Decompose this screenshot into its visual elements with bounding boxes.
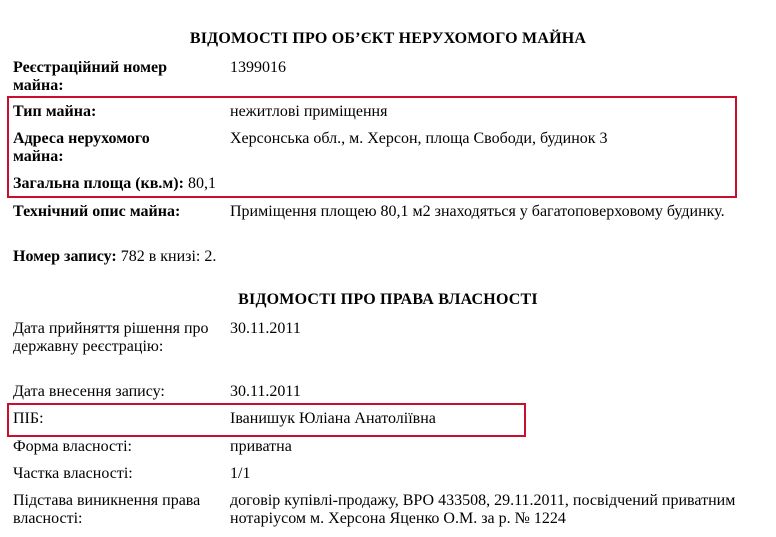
name-value: Іванишук Юліана Анатоліївна [230,410,436,427]
entry-date-value: 30.11.2011 [230,383,301,400]
property-type-value: нежитлові приміщення [230,103,388,120]
name-label: ПІБ: [13,410,44,427]
ownership-form-label: Форма власності: [13,438,132,455]
address-value: Херсонська обл., м. Херсон, площа Свободи, будинок 3 [230,130,608,147]
share-label: Частка власності: [13,465,133,482]
share-value: 1/1 [230,465,251,482]
area-label: Загальна площа (кв.м): [13,175,184,192]
entry-date-label: Дата внесення запису: [13,383,165,400]
reg-number-label: Реєстраційний номер майна: [13,59,167,94]
record-label: Номер запису: [13,248,117,265]
decision-date-value: 30.11.2011 [230,320,301,337]
tech-desc-value: Приміщення площею 80,1 м2 знаходяться у багатоповерховому будинку. [230,203,725,220]
address-label: Адреса нерухомого майна: [13,130,150,165]
reg-number-value: 1399016 [230,59,286,76]
basis-label: Підстава виникнення права власності: [13,492,201,527]
ownership-section-title: ВІДОМОСТІ ПРО ПРАВА ВЛАСНОСТІ [238,291,538,308]
basis-value: договір купівлі-продажу, ВРО 433508, 29.11.2011, посвідчений приватним нотаріусом м. Херсона Яценко О.М. за р. № 1224 [230,492,736,527]
object-section-title: ВІДОМОСТІ ПРО ОБ’ЄКТ НЕРУХОМОГО МАЙНА [189,30,587,47]
tech-desc-label: Технічний опис майна: [13,203,181,220]
ownership-form-value: приватна [230,438,292,455]
record-row [13,248,216,266]
decision-date-label: Дата прийняття рішення про державну реєстрацію: [13,320,209,355]
property-type-label: Тип майна: [13,103,97,120]
area-row [13,175,216,193]
area-value: 80,1 [187,175,216,192]
record-value: 782 в книзі: 2. [120,248,217,265]
